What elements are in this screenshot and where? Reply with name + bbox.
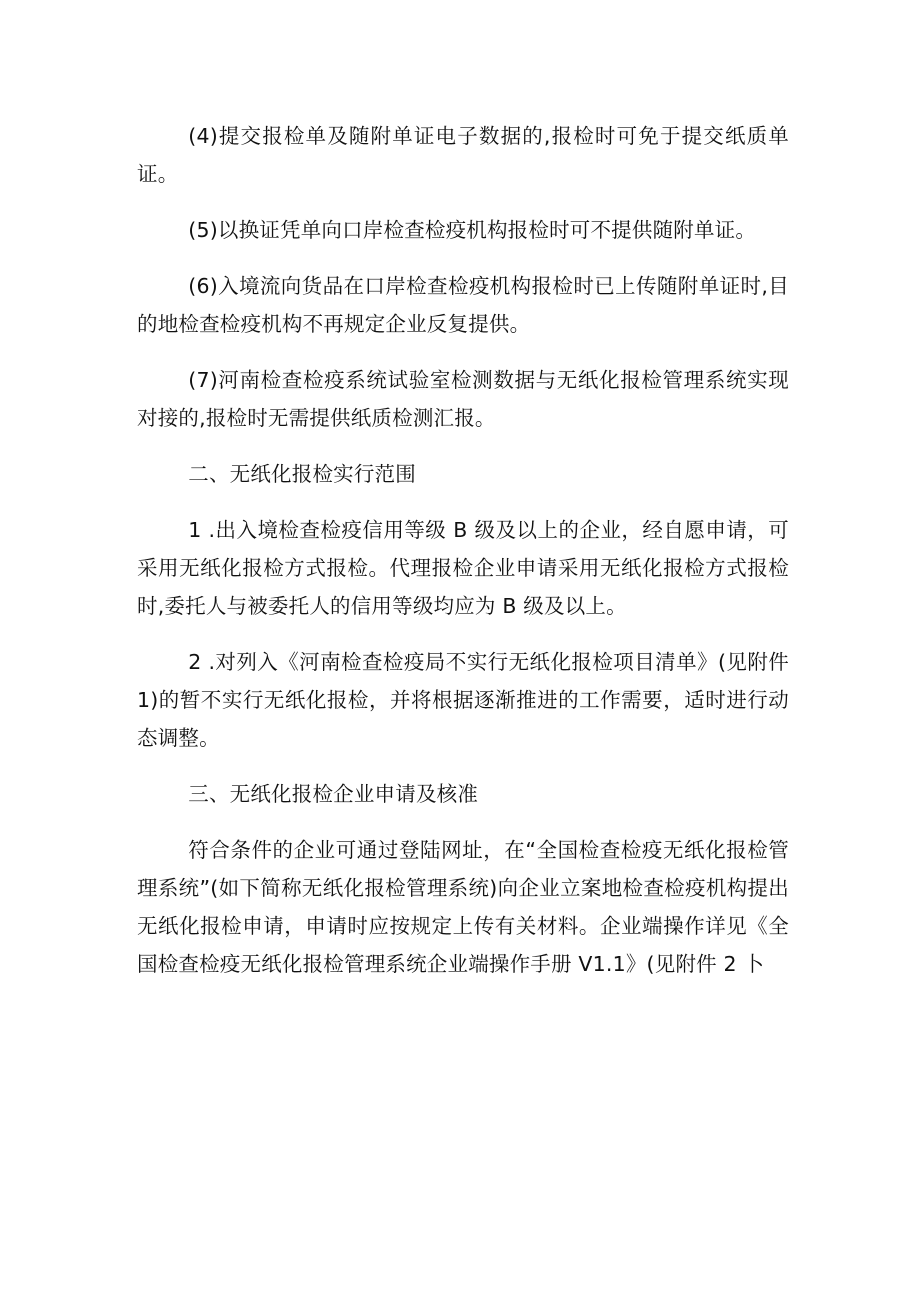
paragraph-item-7: (7)河南检查检疫系统试验室检测数据与无纸化报检管理系统实现对接的,报检时无需提供纸质检测汇报。 bbox=[137, 368, 789, 430]
paragraph-scope-2: 2 .对列入《河南检查检疫局不实行无纸化报检项目清单》(见附件 1)的暂不实行无纸化报检，并将根据逐渐推进的工作需要，适时进行动态调整。 bbox=[137, 650, 789, 750]
paragraph-scope-1: 1 .出入境检查检疫信用等级 B 级及以上的企业，经自愿申请，可采用无纸化报检方式报检。代理报检企业申请采用无纸化报检方式报检时,委托人与被委托人的信用等级均应为 B 级及以上。 bbox=[137, 518, 789, 618]
section-heading-application: 三、无纸化报检企业申请及核准 bbox=[188, 782, 479, 806]
paragraph-application: 符合条件的企业可通过登陆网址，在“全国检查检疫无纸化报检管理系统”(如下简称无纸化报检管理系统)向企业立案地检查检疫机构提出无纸化报检申请，申请时应按规定上传有关材料。企业端操作详见《全国检查检疫无纸化报检管理系统企业端操作手册 V1.1》(见附件 2 卜 bbox=[137, 838, 789, 976]
paragraph-item-6: (6)入境流向货品在口岸检查检疫机构报检时已上传随附单证时,目的地检查检疫机构不再规定企业反复提供。 bbox=[137, 274, 789, 336]
section-heading-scope: 二、无纸化报检实行范围 bbox=[188, 462, 416, 486]
document-body bbox=[137, 117, 789, 1001]
paragraph-item-5: (5)以换证凭单向口岸检查检疫机构报检时可不提供随附单证。 bbox=[188, 218, 757, 242]
paragraph-item-4: (4)提交报检单及随附单证电子数据的,报检时可免于提交纸质单证。 bbox=[137, 124, 789, 186]
